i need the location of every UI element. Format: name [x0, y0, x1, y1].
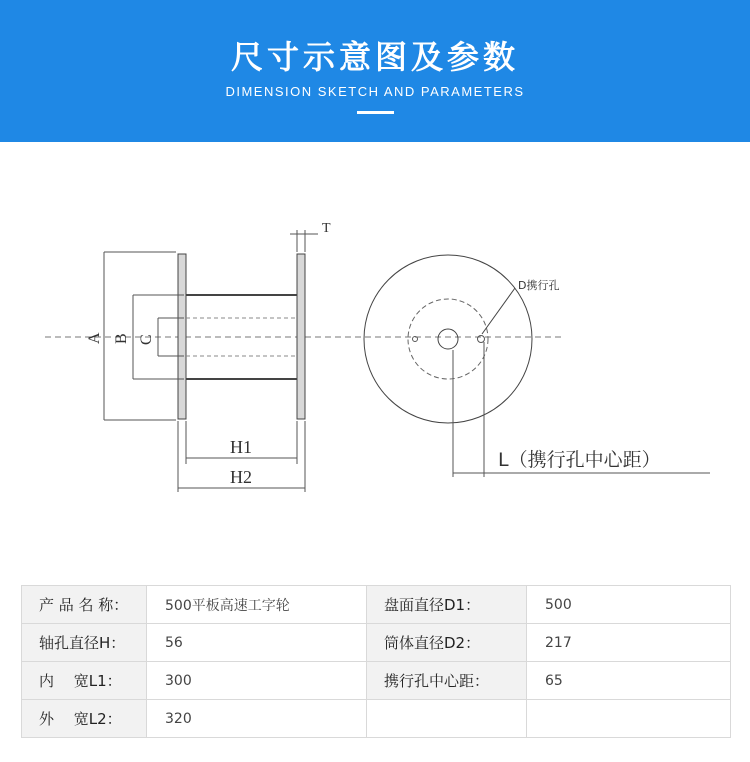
label-A: A: [86, 332, 103, 344]
table-row: [22, 662, 731, 700]
empty-cell: [527, 700, 731, 738]
param-value: 300: [147, 662, 367, 700]
table-row: [22, 586, 731, 624]
drive-hole-leader: [482, 288, 515, 334]
label-C: C: [138, 334, 155, 345]
label-H1: H1: [230, 437, 252, 457]
table-row: [22, 624, 731, 662]
left-flange: [178, 254, 186, 419]
table-row: [22, 700, 731, 738]
empty-cell: [367, 700, 527, 738]
param-value: 500: [527, 586, 731, 624]
param-label: 外 宽L2：: [22, 700, 147, 738]
label-H2: H2: [230, 467, 252, 487]
bore-circle: [438, 329, 458, 349]
flange-circle: [364, 255, 532, 423]
param-label: 携行孔中心距：: [367, 662, 527, 700]
param-label: 轴孔直径H：: [22, 624, 147, 662]
param-label: 筒体直径D2：: [367, 624, 527, 662]
label-drive-hole: D携行孔: [518, 279, 560, 292]
page-subtitle: DIMENSION SKETCH AND PARAMETERS: [225, 84, 525, 99]
param-label: 内 宽L1：: [22, 662, 147, 700]
parameters-table: [21, 585, 731, 738]
label-T: T: [322, 221, 331, 236]
page-title: 尺寸示意图及参数: [230, 38, 519, 76]
param-label: 产 品 名 称：: [22, 586, 147, 624]
param-value: 217: [527, 624, 731, 662]
param-value: 500平板高速工字轮: [147, 586, 367, 624]
param-value: 56: [147, 624, 367, 662]
label-L: L（携行孔中心距）: [498, 449, 661, 471]
barrel-circle: [408, 299, 488, 379]
param-label: 盘面直径D1：: [367, 586, 527, 624]
title-underline: [357, 111, 394, 114]
right-flange: [297, 254, 305, 419]
label-B: B: [113, 333, 130, 344]
header-banner: [0, 0, 750, 142]
param-value: 65: [527, 662, 731, 700]
dimension-sketch: [0, 142, 750, 562]
param-value: 320: [147, 700, 367, 738]
